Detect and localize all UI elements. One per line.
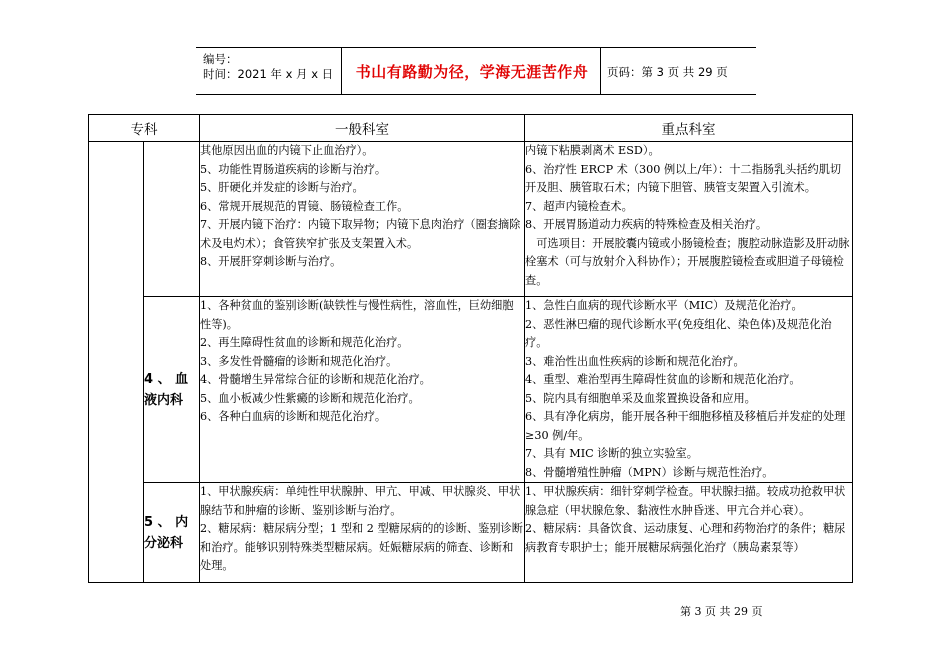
dept-cell bbox=[144, 142, 200, 297]
list-item: 3、难治性出血性疾病的诊断和规范化治疗。 bbox=[525, 354, 745, 368]
list-item: 5、血小板减少性紫癜的诊断和规范化治疗。 bbox=[200, 391, 420, 405]
list-item: 其他原因出血的内镜下止血治疗）。 bbox=[200, 144, 374, 157]
table-row bbox=[89, 297, 853, 483]
general-cell bbox=[200, 297, 525, 483]
list-item: 1、甲状腺疾病：细针穿刺学检查。甲状腺扫描。较成功抢救甲状腺急症（甲状腺危象、黏液性水肿昏迷、甲亢合并心衰）。 bbox=[525, 485, 846, 517]
list-item: 4、重型、难治型再生障碍性贫血的诊断和规范化治疗。 bbox=[525, 373, 801, 386]
dept-name: 4 、 血 bbox=[144, 371, 189, 387]
list-item: 2、再生障碍性贫血的诊断和规范化治疗。 bbox=[200, 336, 409, 349]
header-key: 重点科室 bbox=[525, 115, 853, 142]
page-header bbox=[196, 47, 756, 95]
table-row bbox=[89, 483, 853, 583]
list-item: 7、具有 MIC 诊断的独立实验室。 bbox=[525, 447, 698, 460]
dept-name: 5 、 内 bbox=[144, 514, 189, 530]
dept-name: 分泌科 bbox=[144, 535, 184, 551]
department-table bbox=[88, 114, 853, 583]
list-item: 8、开展胃肠道动力疾病的特殊检查及相关治疗。 bbox=[525, 218, 768, 231]
general-cell bbox=[200, 483, 525, 583]
list-item: 4、骨髓增生异常综合征的诊断和规范化治疗。 bbox=[200, 373, 431, 386]
key-cell bbox=[525, 483, 853, 583]
list-item: 7、超声内镜检查术。 bbox=[525, 199, 633, 213]
list-item: 6、各种白血病的诊断和规范化治疗。 bbox=[200, 410, 387, 423]
list-item: 2、糖尿病：糖尿病分型；1 型和 2 型糖尿病的的诊断、鉴别诊断和治疗。能够识别特殊类型糖尿病。妊娠糖尿病的筛查、诊断和处理。 bbox=[200, 522, 523, 572]
header-divider bbox=[600, 47, 601, 95]
header-general: 一般科室 bbox=[200, 115, 525, 142]
key-cell bbox=[525, 142, 853, 297]
list-item: 3、多发性骨髓瘤的诊断和规范化治疗。 bbox=[200, 354, 398, 368]
date-label: 时间：2021 年 x 月 x 日 bbox=[203, 67, 334, 81]
list-item: 7、开展内镜下治疗：内镜下取异物；内镜下息肉治疗（圈套摘除术及电灼术）；食管狭窄扩张及支架置入术。 bbox=[200, 218, 521, 250]
list-item: 8、开展肝穿刺诊断与治疗。 bbox=[200, 255, 342, 268]
list-item: 可选项目：开展胶囊内镜或小肠镜检查；腹腔动脉造影及肝动脉栓塞术（可与放射介入科协作）；开展腹腔镜检查或胆道子母镜检查。 bbox=[525, 236, 850, 287]
key-cell bbox=[525, 297, 853, 483]
list-item: 1、急性白血病的现代诊断水平（MIC）及规范化治疗。 bbox=[525, 299, 803, 312]
header-top-rule bbox=[196, 47, 756, 48]
header-specialty: 专科 bbox=[89, 115, 200, 142]
list-item: 2、恶性淋巴瘤的现代诊断水平(免疫组化、染色体)及规范化治疗。 bbox=[525, 317, 832, 349]
page-footer: 第 3 页 共 29 页 bbox=[680, 605, 763, 618]
general-cell bbox=[200, 142, 525, 297]
table-header-row bbox=[89, 115, 853, 142]
list-item: 内镜下粘膜剥离术 ESD）。 bbox=[525, 144, 660, 157]
list-item: 2、糖尿病：具备饮食、运动康复、心理和药物治疗的条件；糖尿病教育专职护士；能开展糖尿病强化治疗（胰岛素泵等） bbox=[525, 522, 846, 554]
list-item: 6、治疗性 ERCP 术（300 例以上/年）：十二指肠乳头括约肌切开及胆、胰管取石术；内镜下胆管、胰管支架置入引流术。 bbox=[525, 162, 842, 194]
header-motto: 书山有路勤为径，学海无涯苦作舟 bbox=[355, 63, 589, 81]
list-item: 8、骨髓增殖性肿瘤（MPN）诊断与规范性治疗。 bbox=[525, 465, 774, 479]
dept-cell bbox=[144, 297, 200, 483]
specialty-group-cell bbox=[89, 142, 144, 583]
page-number-label: 页码：第 3 页 共 29 页 bbox=[607, 65, 728, 79]
dept-cell bbox=[144, 483, 200, 583]
list-item: 1、各种贫血的鉴别诊断(缺铁性与慢性病性，溶血性，巨幼细胞性等)。 bbox=[200, 299, 514, 331]
list-item: 1、甲状腺疾病：单纯性甲状腺肿、甲亢、甲减、甲状腺炎、甲状腺结节和肿瘤的诊断、鉴别诊断与治疗。 bbox=[200, 485, 521, 517]
header-info bbox=[203, 52, 333, 82]
dept-name: 液内科 bbox=[144, 392, 184, 408]
list-item: 5、院内具有细胞单采及血浆置换设备和应用。 bbox=[525, 391, 756, 405]
list-item: 6、具有净化病房，能开展各种干细胞移植及移植后并发症的处理≥30 例/年。 bbox=[525, 410, 846, 442]
header-divider bbox=[341, 47, 342, 95]
number-label: 编号： bbox=[203, 52, 238, 66]
list-item: 6、常规开展规范的胃镜、肠镜检查工作。 bbox=[200, 199, 409, 213]
header-bottom-rule bbox=[196, 94, 756, 95]
table-row bbox=[89, 142, 853, 297]
list-item: 5、肝硬化并发症的诊断与治疗。 bbox=[200, 181, 364, 194]
list-item: 5、功能性胃肠道疾病的诊断与治疗。 bbox=[200, 162, 387, 176]
